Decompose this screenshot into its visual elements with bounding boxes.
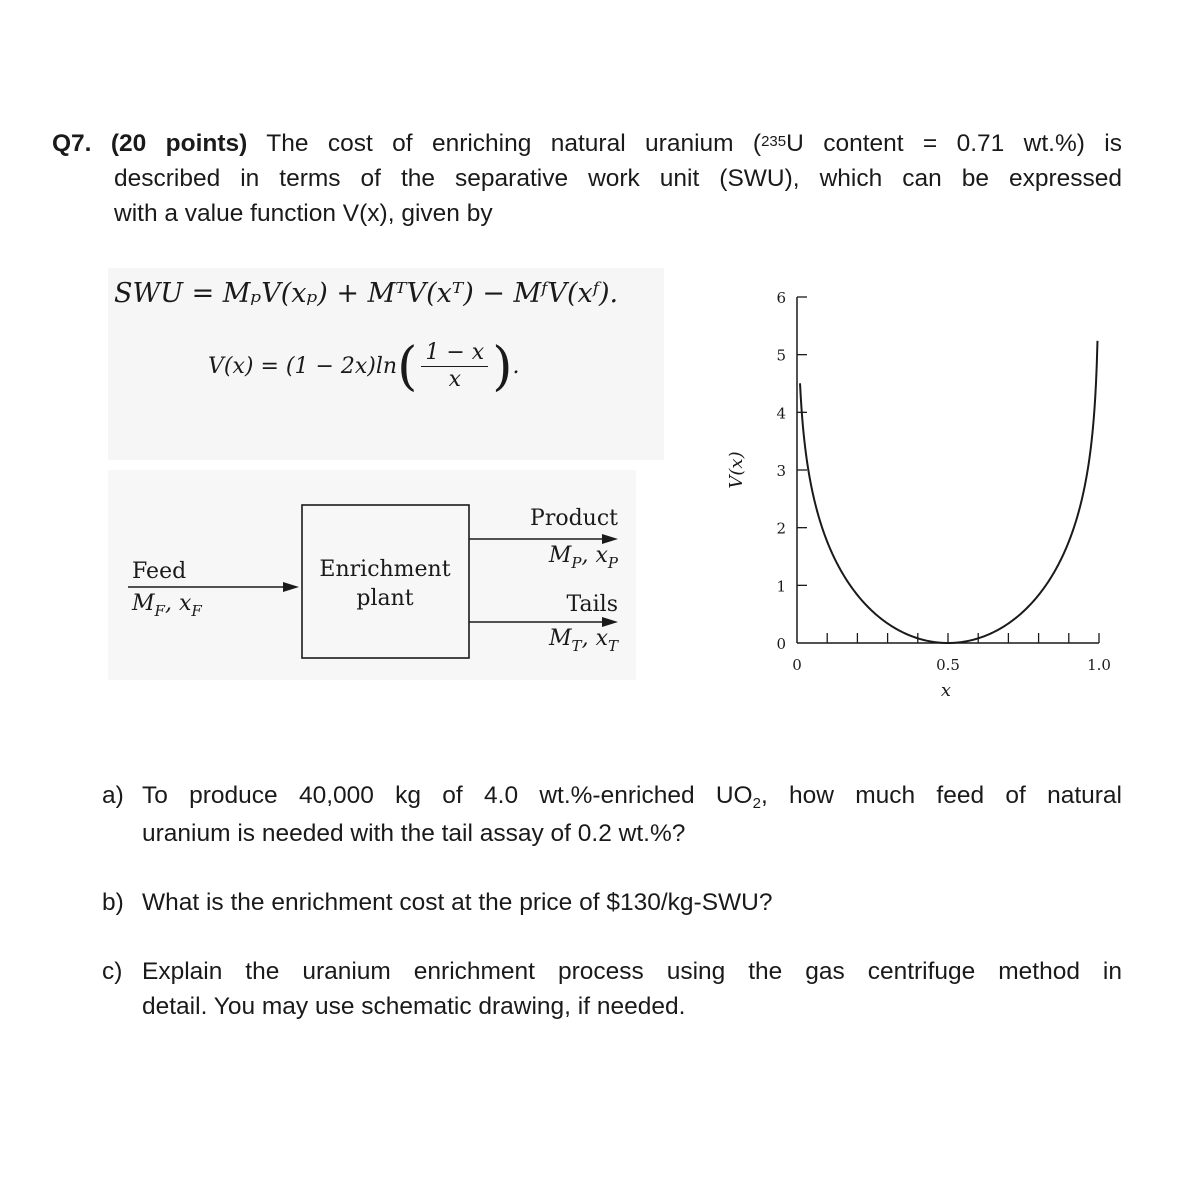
question-line-1-b: U content = 0.71 wt.%) is: [786, 130, 1122, 157]
feed-variables: $M_F$, $x_F$: [132, 591, 202, 620]
feed-label: Feed: [132, 559, 187, 584]
tails-variables: $M_T$, $x_T$: [549, 626, 618, 655]
value-function-lhs: V(x) = (1 − 2x)ln: [208, 354, 398, 379]
equation-period: .: [512, 354, 520, 379]
sub-questions: [102, 778, 1122, 1058]
part-c: [102, 954, 1122, 1024]
plant-label-line-2: plant: [356, 586, 414, 611]
part-c-line-1: Explain the uranium enrichment process using the gas centrifuge method in: [142, 958, 1122, 985]
left-paren: (: [397, 336, 418, 397]
chart-axes: [797, 297, 1099, 643]
part-c-tag: c): [102, 958, 123, 985]
part-b-line-1: What is the enrichment cost at the price of $130/kg-SWU?: [142, 889, 773, 916]
y-tick-label: 5: [776, 346, 786, 365]
question-line-3: with a value function V(x), given by: [114, 200, 493, 227]
y-tick-label: 0: [776, 635, 786, 653]
x-tick-label: 0.5: [936, 656, 960, 674]
part-a-line-1: To produce 40,000 kg of 4.0 wt.%-enriched $UO_2$, how much feed of natural: [142, 782, 1122, 812]
question-points: (20 points): [110, 130, 248, 157]
y-tick-label: 2: [776, 519, 786, 538]
part-a: [102, 778, 1122, 851]
y-tick-label: 6: [776, 289, 786, 307]
plant-label-line-1: Enrichment: [319, 557, 451, 582]
question-line-2: described in terms of the separative work unit (SWU), which can be expressed: [114, 165, 1122, 192]
y-tick-label: 3: [776, 462, 786, 480]
part-a-tag: a): [102, 782, 124, 809]
y-tick-label: 1: [776, 577, 786, 596]
tails-label: Tails: [566, 592, 618, 617]
question-line-1-a: The cost of enriching natural uranium (: [266, 130, 762, 157]
fraction-denominator: x: [448, 367, 461, 392]
part-c-line-2: detail. You may use schematic drawing, if needed.: [142, 993, 686, 1020]
y-axis-label: V(x): [726, 451, 747, 489]
swu-equation: SWU = MₚV(xₚ) + MᵀV(xᵀ) − MᶠV(xᶠ).: [114, 278, 619, 309]
product-label: Product: [530, 506, 618, 531]
part-b: [102, 885, 1122, 920]
x-tick-label: 1.0: [1087, 656, 1111, 674]
part-b-tag: b): [102, 889, 124, 916]
product-variables: $M_P$, $x_P$: [548, 543, 618, 572]
part-a-line-2: uranium is needed with the tail assay of 0.2 wt.%?: [142, 820, 686, 847]
x-axis-label: x: [940, 680, 952, 701]
x-tick-label: 0: [792, 656, 802, 674]
isotope-mass: 235: [761, 133, 787, 150]
right-paren: ): [492, 336, 513, 397]
value-function-curve: [800, 341, 1097, 643]
question-number: Q7.: [52, 130, 92, 157]
fraction-numerator: 1 − x: [421, 340, 488, 367]
chart-ticks: [776, 289, 1110, 674]
y-tick-label: 4: [776, 404, 786, 423]
